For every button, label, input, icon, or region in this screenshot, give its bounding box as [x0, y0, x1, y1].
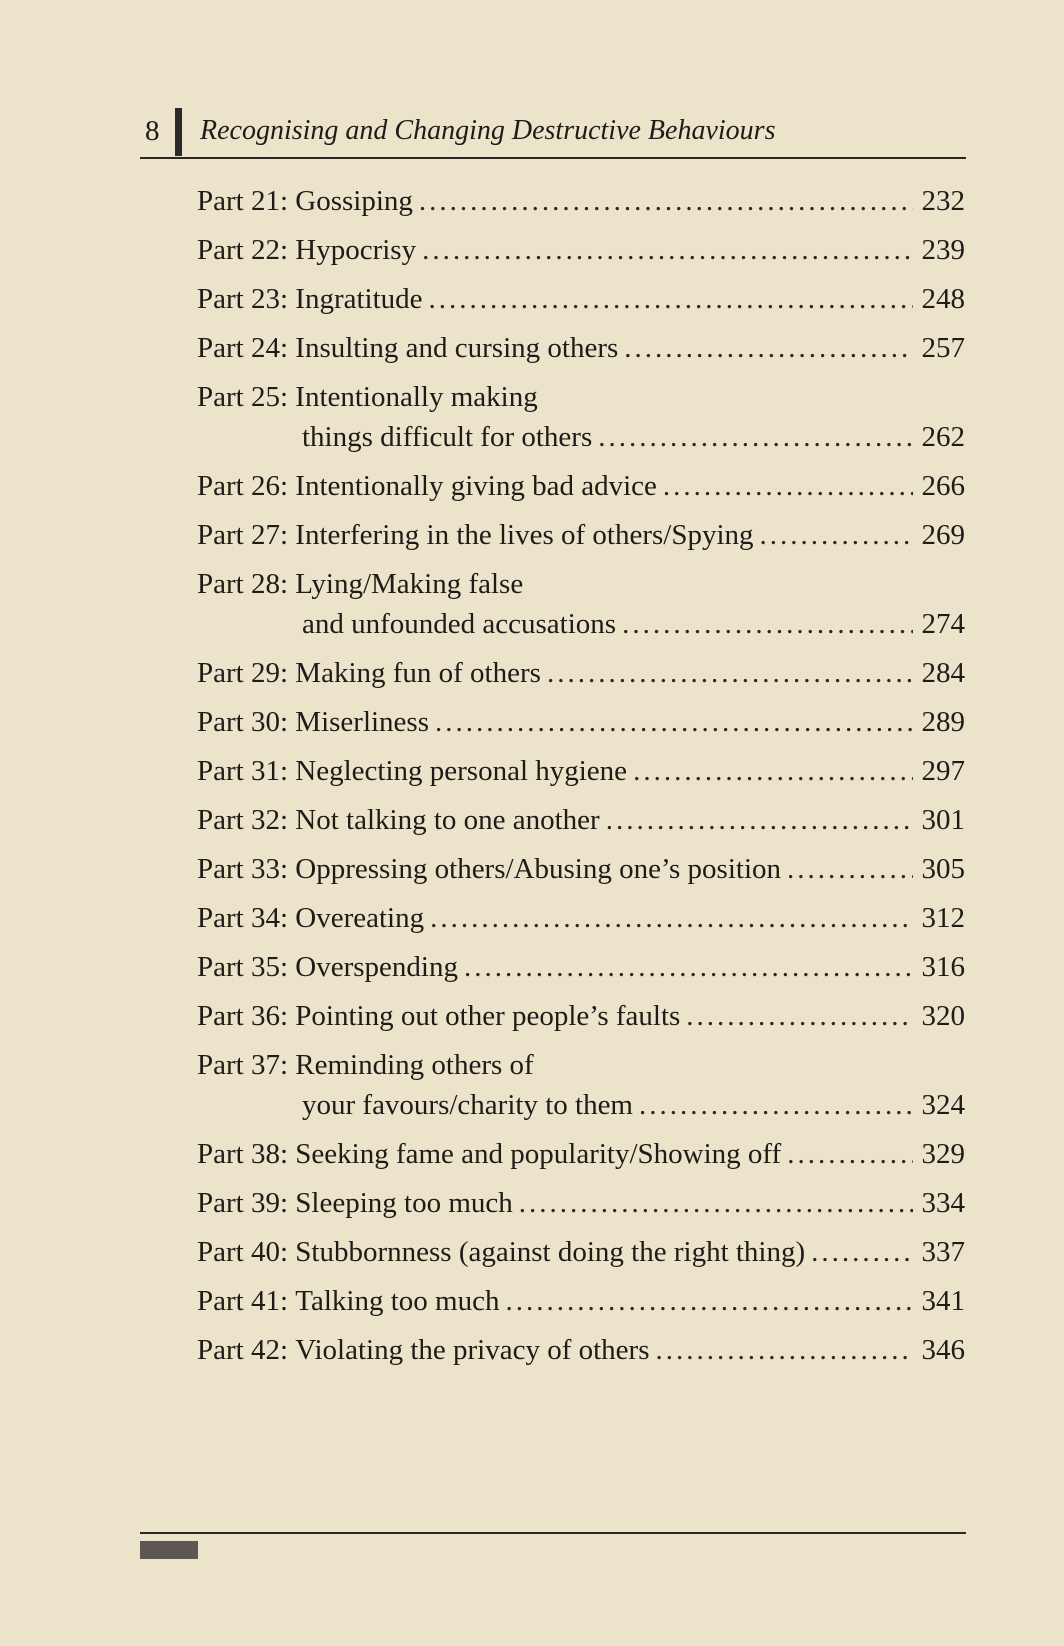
- toc-part-number: Part 36:: [197, 1000, 289, 1032]
- toc-part-number: Part 32:: [197, 804, 289, 836]
- toc-title: Making fun of others: [295, 657, 541, 689]
- toc-page-number: 320: [921, 1000, 965, 1032]
- dot-leader: [435, 702, 913, 742]
- toc-title: things difficult for others: [302, 421, 593, 453]
- toc-part-number: Part 34:: [197, 902, 289, 934]
- toc-line: [197, 1085, 965, 1125]
- toc-page-number: 337: [921, 1236, 965, 1268]
- dot-leader: [787, 1134, 913, 1174]
- toc-page-number: 324: [921, 1089, 965, 1121]
- toc-title: and unfounded accusations: [302, 608, 617, 640]
- toc-page-number: 305: [921, 853, 965, 885]
- toc-page-number: 312: [921, 902, 965, 934]
- toc-line: [197, 417, 965, 457]
- footer-block-ornament: [140, 1541, 198, 1559]
- toc-title: Hypocrisy: [295, 234, 417, 266]
- toc-line: [197, 849, 965, 889]
- toc-entry: [197, 702, 965, 742]
- toc-part-number: Part 30:: [197, 706, 289, 738]
- toc-entry: [197, 1281, 965, 1321]
- toc-line: [197, 1281, 965, 1321]
- toc-part-number: Part 40:: [197, 1236, 289, 1268]
- toc-title: Reminding others of: [295, 1049, 534, 1081]
- toc-line: [197, 1134, 965, 1174]
- page-number: 8: [145, 115, 160, 147]
- toc-page-number: 297: [921, 755, 965, 787]
- toc-entry: [197, 279, 965, 319]
- dot-leader: [422, 230, 913, 270]
- toc-line: [197, 377, 965, 417]
- toc-page-number: 239: [921, 234, 965, 266]
- toc-title: Overspending: [295, 951, 458, 983]
- page-header: [140, 108, 966, 158]
- toc-title: Gossiping: [295, 185, 413, 217]
- toc-line: [197, 996, 965, 1036]
- toc-entry: [197, 377, 965, 457]
- dot-leader: [419, 181, 913, 221]
- toc-title: Neglecting personal hygiene: [295, 755, 628, 787]
- toc-page-number: 341: [921, 1285, 965, 1317]
- dot-leader: [430, 898, 913, 938]
- toc-title: Miserliness: [295, 706, 429, 738]
- toc-page-number: 334: [921, 1187, 965, 1219]
- dot-leader: [656, 1330, 914, 1370]
- toc-title: Seeking fame and popularity/Showing off: [295, 1138, 782, 1170]
- toc-title: Overeating: [295, 902, 425, 934]
- toc-entry: [197, 564, 965, 644]
- toc-entry: [197, 898, 965, 938]
- dot-leader: [429, 279, 913, 319]
- toc-part-number: Part 39:: [197, 1187, 289, 1219]
- toc-page-number: 301: [921, 804, 965, 836]
- toc-part-number: Part 42:: [197, 1334, 289, 1366]
- toc-line: [197, 800, 965, 840]
- toc-entry: [197, 515, 965, 555]
- toc-title: Sleeping too much: [295, 1187, 513, 1219]
- toc-title: Pointing out other people’s faults: [295, 1000, 681, 1032]
- dot-leader: [760, 515, 913, 555]
- dot-leader: [633, 751, 913, 791]
- toc-entry: [197, 230, 965, 270]
- table-of-contents: [197, 181, 965, 1379]
- toc-title: Talking too much: [295, 1285, 500, 1317]
- toc-part-number: Part 28:: [197, 568, 289, 600]
- toc-line: [197, 515, 965, 555]
- toc-page-number: 248: [921, 283, 965, 315]
- toc-page-number: 262: [921, 421, 965, 453]
- toc-page-number: 269: [921, 519, 965, 551]
- toc-page-number: 329: [921, 1138, 965, 1170]
- toc-entry: [197, 800, 965, 840]
- toc-part-number: Part 21:: [197, 185, 289, 217]
- toc-entry: [197, 1232, 965, 1272]
- toc-page-number: 257: [921, 332, 965, 364]
- toc-part-number: Part 41:: [197, 1285, 289, 1317]
- dot-leader: [624, 328, 913, 368]
- dot-leader: [505, 1281, 913, 1321]
- dot-leader: [787, 849, 913, 889]
- dot-leader: [598, 417, 913, 457]
- toc-entry: [197, 653, 965, 693]
- dot-leader: [686, 996, 913, 1036]
- toc-title: Ingratitude: [295, 283, 423, 315]
- toc-title: Intentionally making: [295, 381, 538, 413]
- header-rule: [140, 157, 966, 159]
- toc-part-number: Part 35:: [197, 951, 289, 983]
- toc-title: your favours/charity to them: [302, 1089, 633, 1121]
- toc-entry: [197, 466, 965, 506]
- toc-line: [197, 181, 965, 221]
- toc-line: [197, 653, 965, 693]
- toc-entry: [197, 1183, 965, 1223]
- toc-part-number: Part 24:: [197, 332, 289, 364]
- toc-title: Intentionally giving bad advice: [295, 470, 657, 502]
- dot-leader: [464, 947, 913, 987]
- toc-part-number: Part 27:: [197, 519, 289, 551]
- toc-line: [197, 604, 965, 644]
- dot-leader: [639, 1085, 913, 1125]
- toc-line: [197, 230, 965, 270]
- toc-title: Violating the privacy of others: [295, 1334, 650, 1366]
- toc-title: Lying/Making false: [295, 568, 524, 600]
- toc-page-number: 284: [921, 657, 965, 689]
- toc-title: Insulting and cursing others: [295, 332, 619, 364]
- toc-title: Stubbornness (against doing the right thing): [295, 1236, 806, 1268]
- running-title: Recognising and Changing Destructive Behaviours: [200, 115, 776, 146]
- toc-entry: [197, 1134, 965, 1174]
- toc-page-number: 289: [921, 706, 965, 738]
- dot-leader: [606, 800, 913, 840]
- toc-page-number: 232: [921, 185, 965, 217]
- dot-leader: [811, 1232, 913, 1272]
- toc-part-number: Part 25:: [197, 381, 289, 413]
- toc-line: [197, 1045, 965, 1085]
- toc-entry: [197, 1330, 965, 1370]
- dot-leader: [663, 466, 913, 506]
- toc-part-number: Part 29:: [197, 657, 289, 689]
- toc-line: [197, 564, 965, 604]
- toc-part-number: Part 38:: [197, 1138, 289, 1170]
- toc-title: Oppressing others/Abusing one’s position: [295, 853, 782, 885]
- toc-line: [197, 466, 965, 506]
- toc-part-number: Part 33:: [197, 853, 289, 885]
- toc-part-number: Part 26:: [197, 470, 289, 502]
- toc-title: Not talking to one another: [295, 804, 600, 836]
- dot-leader: [547, 653, 913, 693]
- toc-page-number: 346: [921, 1334, 965, 1366]
- toc-entry: [197, 181, 965, 221]
- toc-line: [197, 751, 965, 791]
- toc-page-number: 266: [921, 470, 965, 502]
- dot-leader: [519, 1183, 913, 1223]
- toc-title: Interfering in the lives of others/Spying: [295, 519, 754, 551]
- toc-line: [197, 279, 965, 319]
- header-bar-ornament: [175, 108, 182, 156]
- toc-line: [197, 1183, 965, 1223]
- toc-line: [197, 702, 965, 742]
- toc-part-number: Part 22:: [197, 234, 289, 266]
- toc-line: [197, 1232, 965, 1272]
- toc-part-number: Part 37:: [197, 1049, 289, 1081]
- toc-page-number: 316: [921, 951, 965, 983]
- toc-entry: [197, 849, 965, 889]
- toc-line: [197, 947, 965, 987]
- toc-part-number: Part 23:: [197, 283, 289, 315]
- toc-entry: [197, 947, 965, 987]
- toc-entry: [197, 751, 965, 791]
- dot-leader: [622, 604, 913, 644]
- toc-entry: [197, 1045, 965, 1125]
- footer-rule: [140, 1532, 966, 1534]
- toc-entry: [197, 328, 965, 368]
- toc-part-number: Part 31:: [197, 755, 289, 787]
- toc-line: [197, 1330, 965, 1370]
- toc-page-number: 274: [921, 608, 965, 640]
- toc-entry: [197, 996, 965, 1036]
- toc-line: [197, 328, 965, 368]
- toc-line: [197, 898, 965, 938]
